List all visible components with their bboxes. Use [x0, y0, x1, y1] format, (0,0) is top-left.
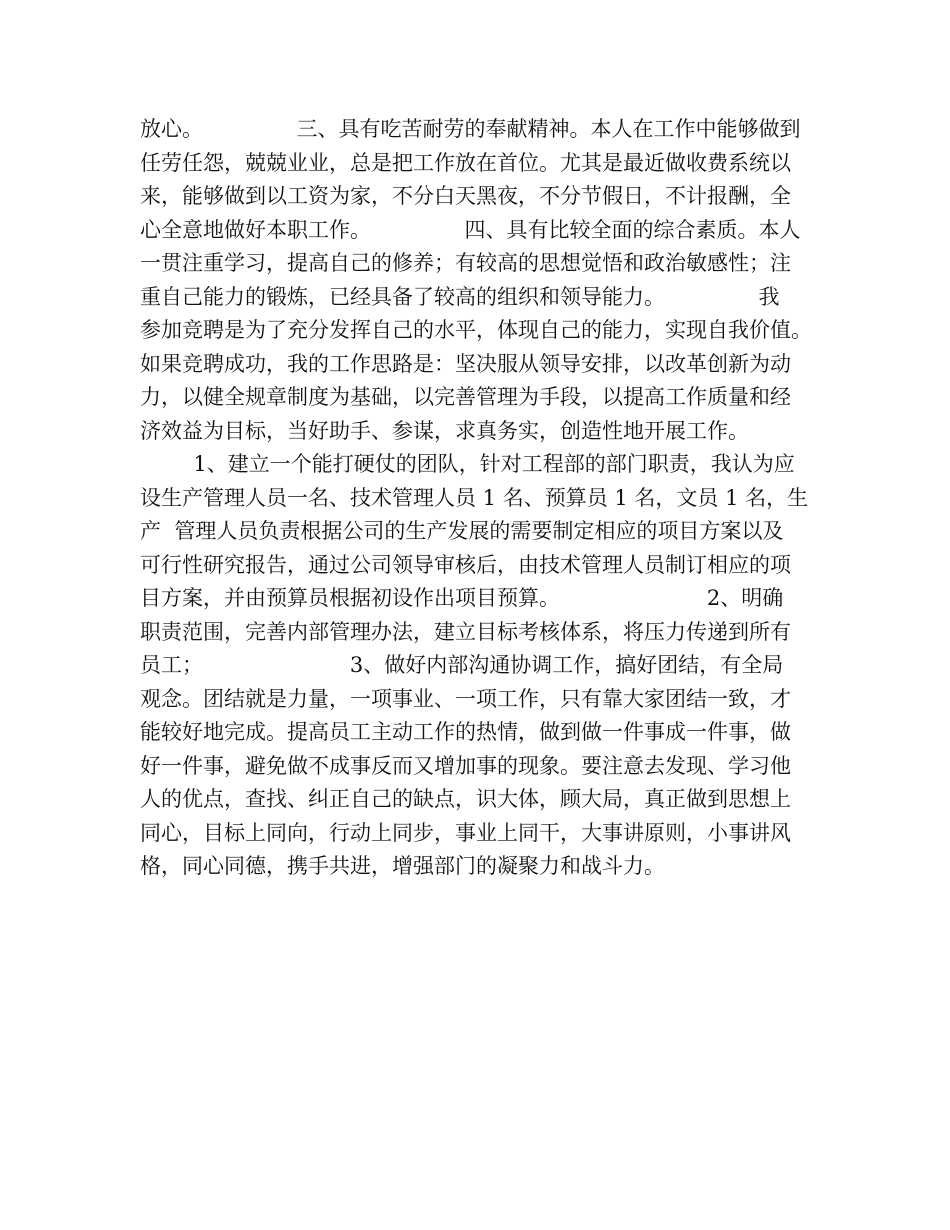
text-line: 来，能够做到以工资为家，不分白天黑夜，不分节假日，不计报酬，全	[140, 184, 791, 208]
text-line: 可行性研究报告，通过公司领导审核后，由技术管理人员制订相应的项	[140, 552, 791, 577]
text-line: 参加竞聘是为了充分发挥自己的水平，体现自己的能力，实现自我价值。	[140, 318, 812, 342]
text-line: 心全意地做好本职工作。 四、具有比较全面的综合素质。本人	[140, 217, 801, 242]
text-line: 放心。 三、具有吃苦耐劳的奉献精神。本人在工作中能够做到	[140, 117, 801, 141]
text-line: 目方案，并由预算员根据初设作出项目预算。 2、明确	[140, 586, 784, 610]
text-line: 如果竞聘成功，我的工作思路是：坚决服从领导安排，以改革创新为动	[140, 351, 791, 376]
text-line: 能较好地完成。提高员工主动工作的热情，做到做一件事成一件事，做	[140, 720, 791, 744]
text-line: 格，同心同德，携手共进，增强部门的凝聚力和战斗力。	[140, 854, 665, 878]
text-line: 观念。团结就是力量，一项事业、一项工作，只有靠大家团结一致，才	[140, 686, 791, 711]
text-line: 一贯注重学习，提高自己的修养；有较高的思想觉悟和政治敏感性；注	[140, 251, 791, 275]
text-line: 设生产管理人员一名、技术管理人员 1 名、预算员 1 名，文员 1 名，生	[140, 485, 809, 510]
text-line: 1、建立一个能打硬仗的团队，针对工程部的部门职责，我认为应	[140, 452, 795, 476]
text-line: 人的优点，查找、纠正自己的缺点，识大体，顾大局，真正做到思想上	[140, 787, 791, 811]
text-line: 重自己能力的锻炼，已经具备了较高的组织和领导能力。 我	[140, 284, 780, 309]
body-text	[140, 113, 812, 884]
text-line: 济效益为目标，当好助手、参谋，求真务实，创造性地开展工作。	[140, 418, 749, 443]
text-line: 产 管理人员负责根据公司的生产发展的需要制定相应的项目方案以及	[140, 519, 784, 543]
text-line: 员工； 3、做好内部沟通协调工作，搞好团结，有全局	[140, 653, 784, 677]
text-line: 力，以健全规章制度为基础，以完善管理为手段，以提高工作质量和经	[140, 385, 791, 409]
text-line: 同心，目标上同向，行动上同步，事业上同干，大事讲原则，小事讲风	[140, 820, 791, 845]
text-line: 好一件事，避免做不成事反而又增加事的现象。要注意去发现、学习他	[140, 753, 791, 778]
text-line: 职责范围，完善内部管理办法，建立目标考核体系，将压力传递到所有	[140, 619, 791, 644]
text-line: 任劳任怨，兢兢业业，总是把工作放在首位。尤其是最近做收费系统以	[140, 150, 791, 175]
